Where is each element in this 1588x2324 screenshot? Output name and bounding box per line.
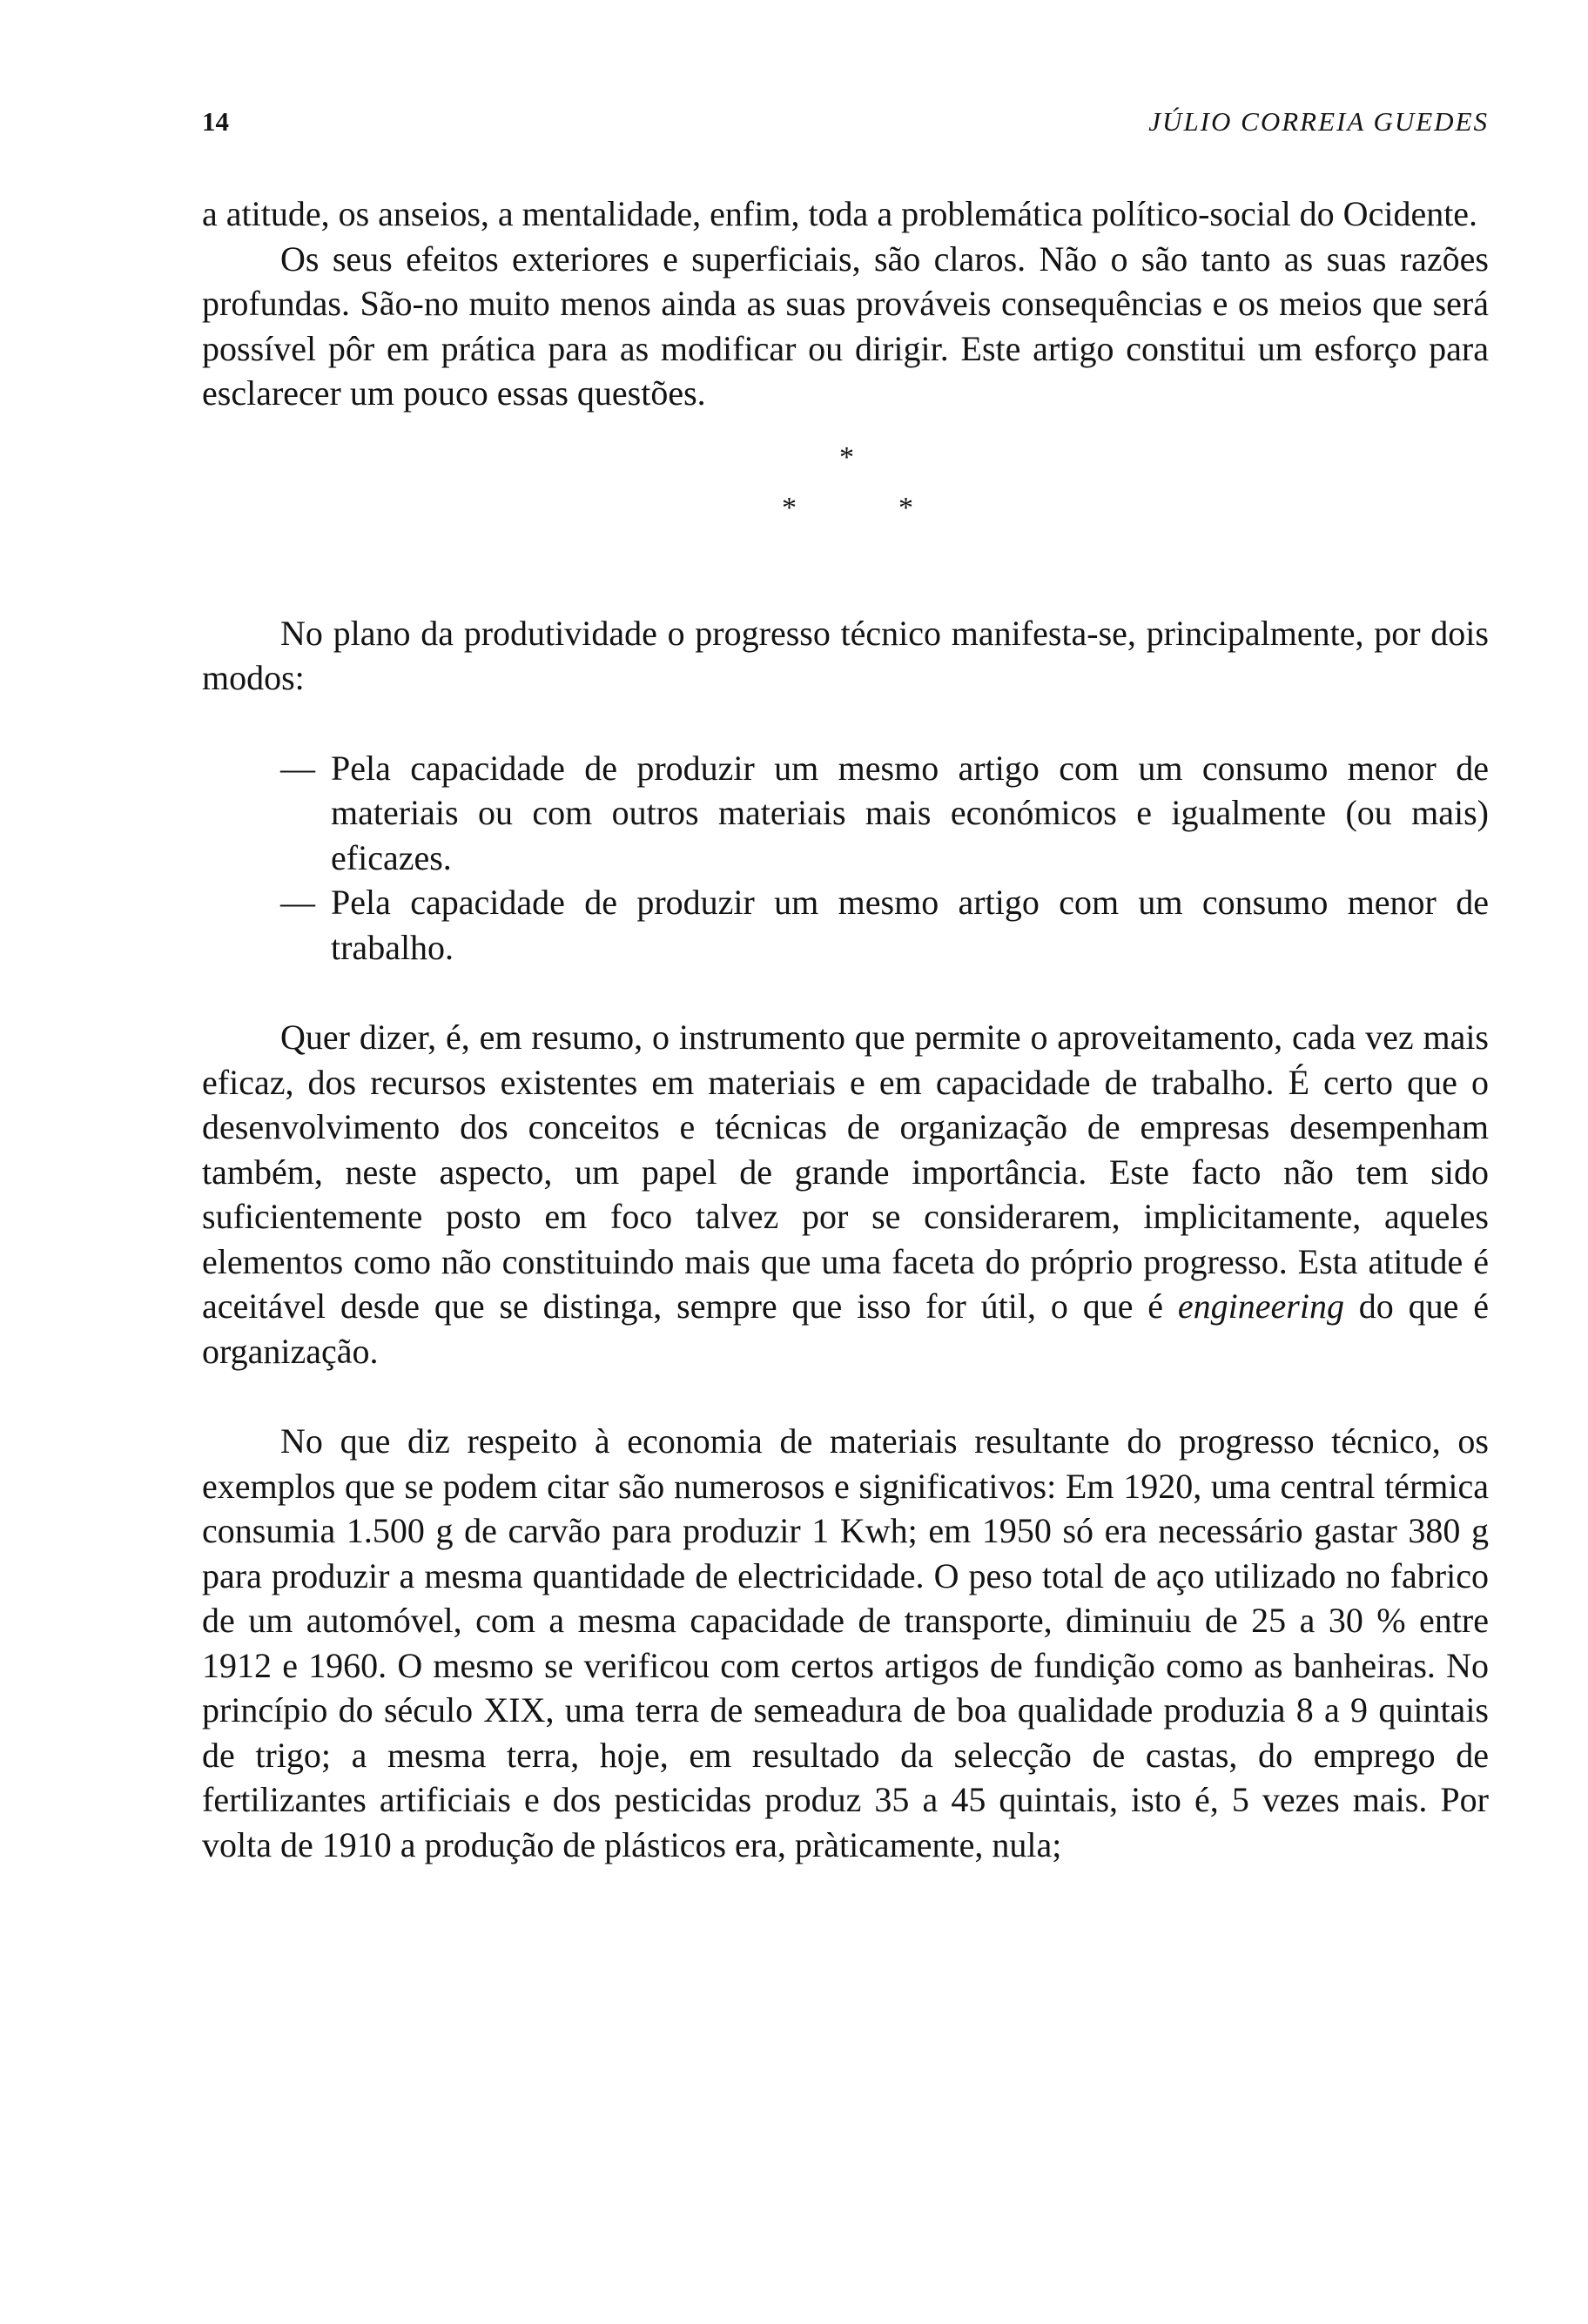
list-item-text: Pela capacidade de produzir um mesmo artigo com um consumo menor de trabalho. xyxy=(331,883,1489,967)
list-item xyxy=(202,746,1489,881)
engineering-term: engineering xyxy=(1177,1286,1344,1326)
summary-text-start: Quer dizer, é, em resumo, o instrumento que permite o aproveitamento, cada vez mais eficaz, dos recursos existentes em materiais e em capacidade de trabalho. É certo que o desenvolvimento dos conceitos e técnicas de organização de empresas desempenham também, neste aspecto, um papel de grande importância. Este facto não tem sido suficientemente posto em foco talvez por se considerarem, implicitamente, aqueles elementos como não constituindo mais que uma faceta do próprio progresso. Esta atitude é aceitável desde que se distinga, sempre que isso for útil, o que é xyxy=(202,1018,1489,1326)
body-text xyxy=(202,191,1489,1867)
asterism-star-top: * xyxy=(839,440,854,474)
page-number: 14 xyxy=(202,106,229,137)
summary-text-end: do que é organização. xyxy=(202,1286,1489,1371)
asterism-star-left: * xyxy=(782,491,797,524)
modes-list xyxy=(202,746,1489,971)
paragraph-summary xyxy=(202,1015,1489,1374)
paragraph-materials-economy: No que diz respeito à economia de materiais resultante do progresso técnico, os exemplos que se podem citar são numerosos e significativos: Em 1920, uma central térmica consumia 1.500 g de carvão para produzir 1 Kwh; em 1950 só era necessário gastar 380 g para produzir a mesma quantidade de electricidade. O peso total de aço utilizado no fabrico de um automóvel, com a mesma capacidade de transporte, diminuiu de 25 a 30 % entre 1912 e 1960. O mesmo se verificou com certos artigos de fundição como as banheiras. No princípio do século XIX, uma terra de semeadura de boa qualidade produzia 8 a 9 quintais de trigo; a mesma terra, hoje, em resultado da selecção de castas, do emprego de fertilizantes artificiais e dos pesticidas produz 35 a 45 quintais, isto é, 5 vezes mais. Por volta de 1910 a produção de plásticos era, pràticamente, nula; xyxy=(202,1421,1489,1864)
list-item xyxy=(202,880,1489,970)
paragraph-effects: Os seus efeitos exteriores e superficiais, são claros. Não o são tanto as suas razões profundas. São-no muito menos ainda as suas prováveis consequências e os meios que será possível pôr em prática para as modificar ou dirigir. Este artigo constitui um esforço para esclarecer um pouco essas questões. xyxy=(202,238,1489,413)
list-dash: — xyxy=(280,748,315,788)
running-head: JÚLIO CORREIA GUEDES xyxy=(1148,106,1489,137)
page-header xyxy=(202,106,1489,141)
list-item-text: Pela capacidade de produzir um mesmo artigo com um consumo menor de materiais ou com outros materiais mais económicos e igualmente (ou mais) eficazes. xyxy=(331,748,1489,877)
section-asterism xyxy=(202,432,1489,562)
paragraph-productivity: No plano da produtividade o progresso técnico manifesta-se, principalmente, por dois modos: xyxy=(202,613,1489,697)
list-dash: — xyxy=(280,883,315,922)
asterism-star-right: * xyxy=(898,491,913,524)
paragraph-continuation: a atitude, os anseios, a mentalidade, enfim, toda a problemática político-social do Ocidente. xyxy=(202,194,1478,233)
